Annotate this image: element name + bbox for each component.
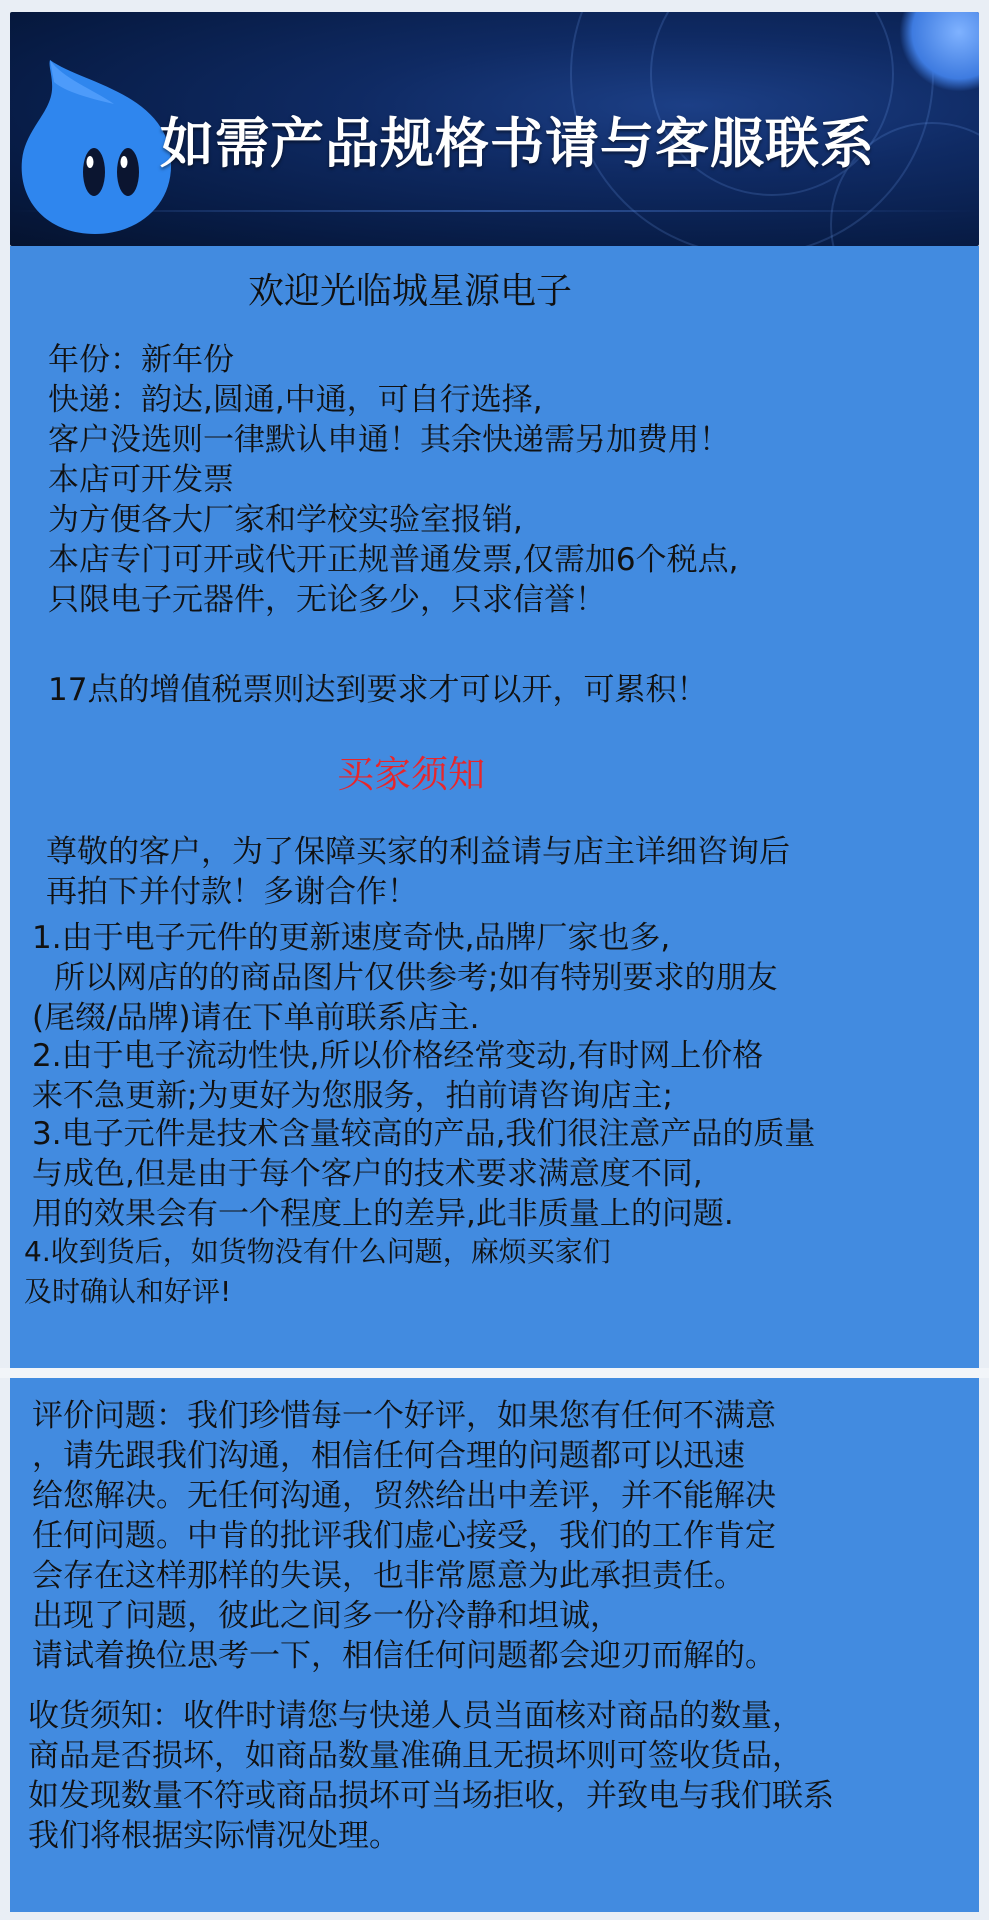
info-line-default-express: 客户没选则一律默认申通！其余快递需另加费用！: [48, 422, 730, 458]
policy-panel: [10, 1378, 979, 1912]
item4-line: 及时确认和好评!: [24, 1275, 232, 1308]
review-line: ，请先跟我们沟通，相信任何合理的问题都可以迅速: [32, 1438, 745, 1474]
item2-line: 2.由于电子流动性快,所以价格经常变动,有时网上价格: [32, 1038, 764, 1074]
review-line: 出现了问题，彼此之间多一份冷静和坦诚，: [32, 1598, 621, 1634]
notice-item-4: [24, 1232, 611, 1312]
item1-line: 1.由于电子元件的更新速度奇快,品牌厂家也多,: [32, 920, 671, 956]
item3-line: 3.电子元件是技术含量较高的产品,我们很注意产品的质量: [32, 1116, 816, 1152]
item3-line: 与成色,但是由于每个客户的技术要求满意度不同,: [32, 1156, 703, 1192]
review-line: 任何问题。中肯的批评我们虚心接受，我们的工作肯定: [32, 1518, 776, 1554]
review-line: 评价问题：我们珍惜每一个好评，如果您有任何不满意: [32, 1398, 776, 1434]
info-line-express: 快递：韵达,圆通,中通，可自行选择,: [48, 382, 543, 418]
buyer-notice-heading: 买家须知: [337, 753, 485, 796]
store-info-panel: [10, 246, 979, 1368]
receipt-line: 我们将根据实际情况处理。: [28, 1818, 400, 1854]
info-line-invoice: 本店可开发票: [48, 462, 234, 498]
notice-item-3: [32, 1114, 815, 1234]
intro-line: 尊敬的客户，为了保障买家的利益请与店主详细咨询后: [46, 834, 790, 870]
item2-line: 来不急更新;为更好为您服务，拍前请咨询店主;: [32, 1078, 673, 1114]
vat-line: 17点的增值税票则达到要求才可以开，可累积！: [48, 672, 708, 708]
info-line-year: 年份：新年份: [48, 342, 234, 378]
panel-gap: [0, 1368, 989, 1378]
notice-item-1: [32, 918, 777, 1038]
info-line-reimburse: 为方便各大厂家和学校实验室报销,: [48, 502, 523, 538]
notice-item-2: [32, 1036, 763, 1116]
mascot-logo-icon: [10, 52, 180, 242]
receipt-line: 商品是否损坏，如商品数量准确且无损坏则可签收货品，: [28, 1738, 803, 1774]
store-info-list: [48, 340, 738, 620]
intro-line: 再拍下并付款！多谢合作！: [46, 874, 418, 910]
item1-line: (尾缀/品牌)请在下单前联系店主.: [32, 1000, 480, 1036]
welcome-heading: 欢迎光临城星源电子: [248, 271, 573, 312]
info-line-tax: 本店专门可开或代开正规普通发票,仅需加6个税点,: [48, 542, 739, 578]
buyer-notice-intro: [46, 832, 790, 912]
review-line: 请试着换位思考一下，相信任何问题都会迎刃而解的。: [32, 1638, 776, 1674]
banner-title: 如需产品规格书请与客服联系: [160, 112, 875, 175]
info-line-credit: 只限电子元器件，无论多少，只求信誉！: [48, 582, 606, 618]
item1-line: 所以网店的的商品图片仅供参考;如有特别要求的朋友: [54, 960, 778, 996]
item4-line: 4.收到货后，如货物没有什么问题，麻烦买家们: [24, 1235, 611, 1268]
item3-line: 用的效果会有一个程度上的差异,此非质量上的问题.: [32, 1196, 734, 1232]
receipt-line: 如发现数量不符或商品损坏可当场拒收，并致电与我们联系: [28, 1778, 834, 1814]
review-line: 会存在这样那样的失误，也非常愿意为此承担责任。: [32, 1558, 745, 1594]
receipt-policy: [28, 1696, 834, 1856]
review-policy: [32, 1396, 776, 1676]
receipt-line: 收货须知：收件时请您与快递人员当面核对商品的数量，: [28, 1698, 803, 1734]
review-line: 给您解决。无任何沟通，贸然给出中差评，并不能解决: [32, 1478, 776, 1514]
